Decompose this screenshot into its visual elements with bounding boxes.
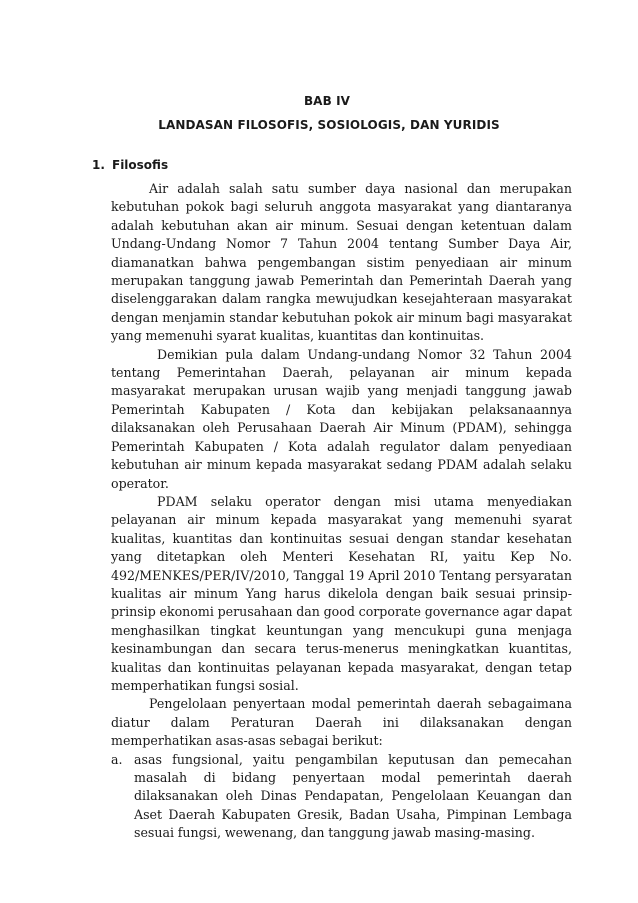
body-text	[111, 180, 572, 843]
section-heading	[92, 158, 168, 172]
paragraph-2: Demikian pula dalam Undang-undang Nomor 32 Tahun 2004 tentang Pemerintahan Daerah, pelayanan air minum kepada masyarakat merupakan urusan wajib yang menjadi tanggung jawab Pemerintah Kabupaten / Kota dan kebijakan pelaksanaannya dilaksanakan oleh Perusahaan Daerah Air Minum (PDAM), sehingga Pemerintah Kabupaten / Kota adalah regulator dalam penyediaan kebutuhan air minum kepada masyarakat sedang PDAM adalah selaku operator.	[111, 346, 572, 491]
chapter-title: LANDASAN FILOSOFIS, SOSIOLOGIS, DAN YURIDIS	[158, 118, 500, 132]
list-item	[111, 751, 572, 843]
chapter-number: BAB IV	[303, 94, 351, 108]
paragraph-4: Pengelolaan penyertaan modal pemerintah daerah sebagaimana diatur dalam Peraturan Daerah ini dilaksanakan dengan memperhatikan asas-asas sebagai berikut:	[111, 696, 572, 749]
paragraph-3: PDAM selaku operator dengan misi utama menyediakan pelayanan air minum kepada masyarakat yang memenuhi syarat kualitas, kuantitas dan kontinuitas sesuai dengan standar kesehatan yang ditetapkan oleh Menteri Kesehatan RI, yaitu Kep No. 492/MENKES/PER/IV/2010, Tanggal 19 April 2010 Tentang persyaratan kualitas air minum Yang harus dikelola dengan baik sesuai prinsip-prinsip ekonomi perusahaan dan good corporate governance agar dapat menghasilkan tingkat keuntungan yang mencukupi guna menjaga kesinambungan dan secara terus-menerus meningkatkan kuantitas, kualitas dan kontinuitas pelayanan kepada masyarakat, dengan tetap memperhatikan fungsi sosial.	[111, 493, 572, 693]
list-item-marker: a.	[111, 751, 123, 767]
section-title: Filosofis	[112, 158, 169, 172]
paragraph-1: Air adalah salah satu sumber daya nasional dan merupakan kebutuhan pokok bagi seluruh anggota masyarakat yang diantaranya adalah kebutuhan akan air minum. Sesuai dengan ketentuan dalam Undang-Undang Nomor 7 Tahun 2004 tentang Sumber Daya Air, diamanatkan bahwa pengembangan sistim penyediaan air minum merupakan tanggung jawab Pemerintah dan Pemerintah Daerah yang diselenggarakan dalam rangka mewujudkan kesejahteraan masyarakat dengan menjamin standar kebutuhan pokok air minum bagi masyarakat yang memenuhi syarat kualitas, kuantitas dan kontinuitas.	[111, 181, 572, 344]
section-number: 1.	[92, 158, 105, 172]
list-item-text: asas fungsional, yaitu pengambilan keputusan dan pemecahan masalah di bidang penyertaan modal pemerintah daerah dilaksanakan oleh Dinas Pendapatan, Pengelolaan Keuangan dan Aset Daerah Kabupaten Gresik, Badan Usaha, Pimpinan Lembaga sesuai fungsi, wewenang, dan tanggung jawab masing-masing.	[134, 751, 572, 841]
principles-list	[111, 751, 572, 843]
